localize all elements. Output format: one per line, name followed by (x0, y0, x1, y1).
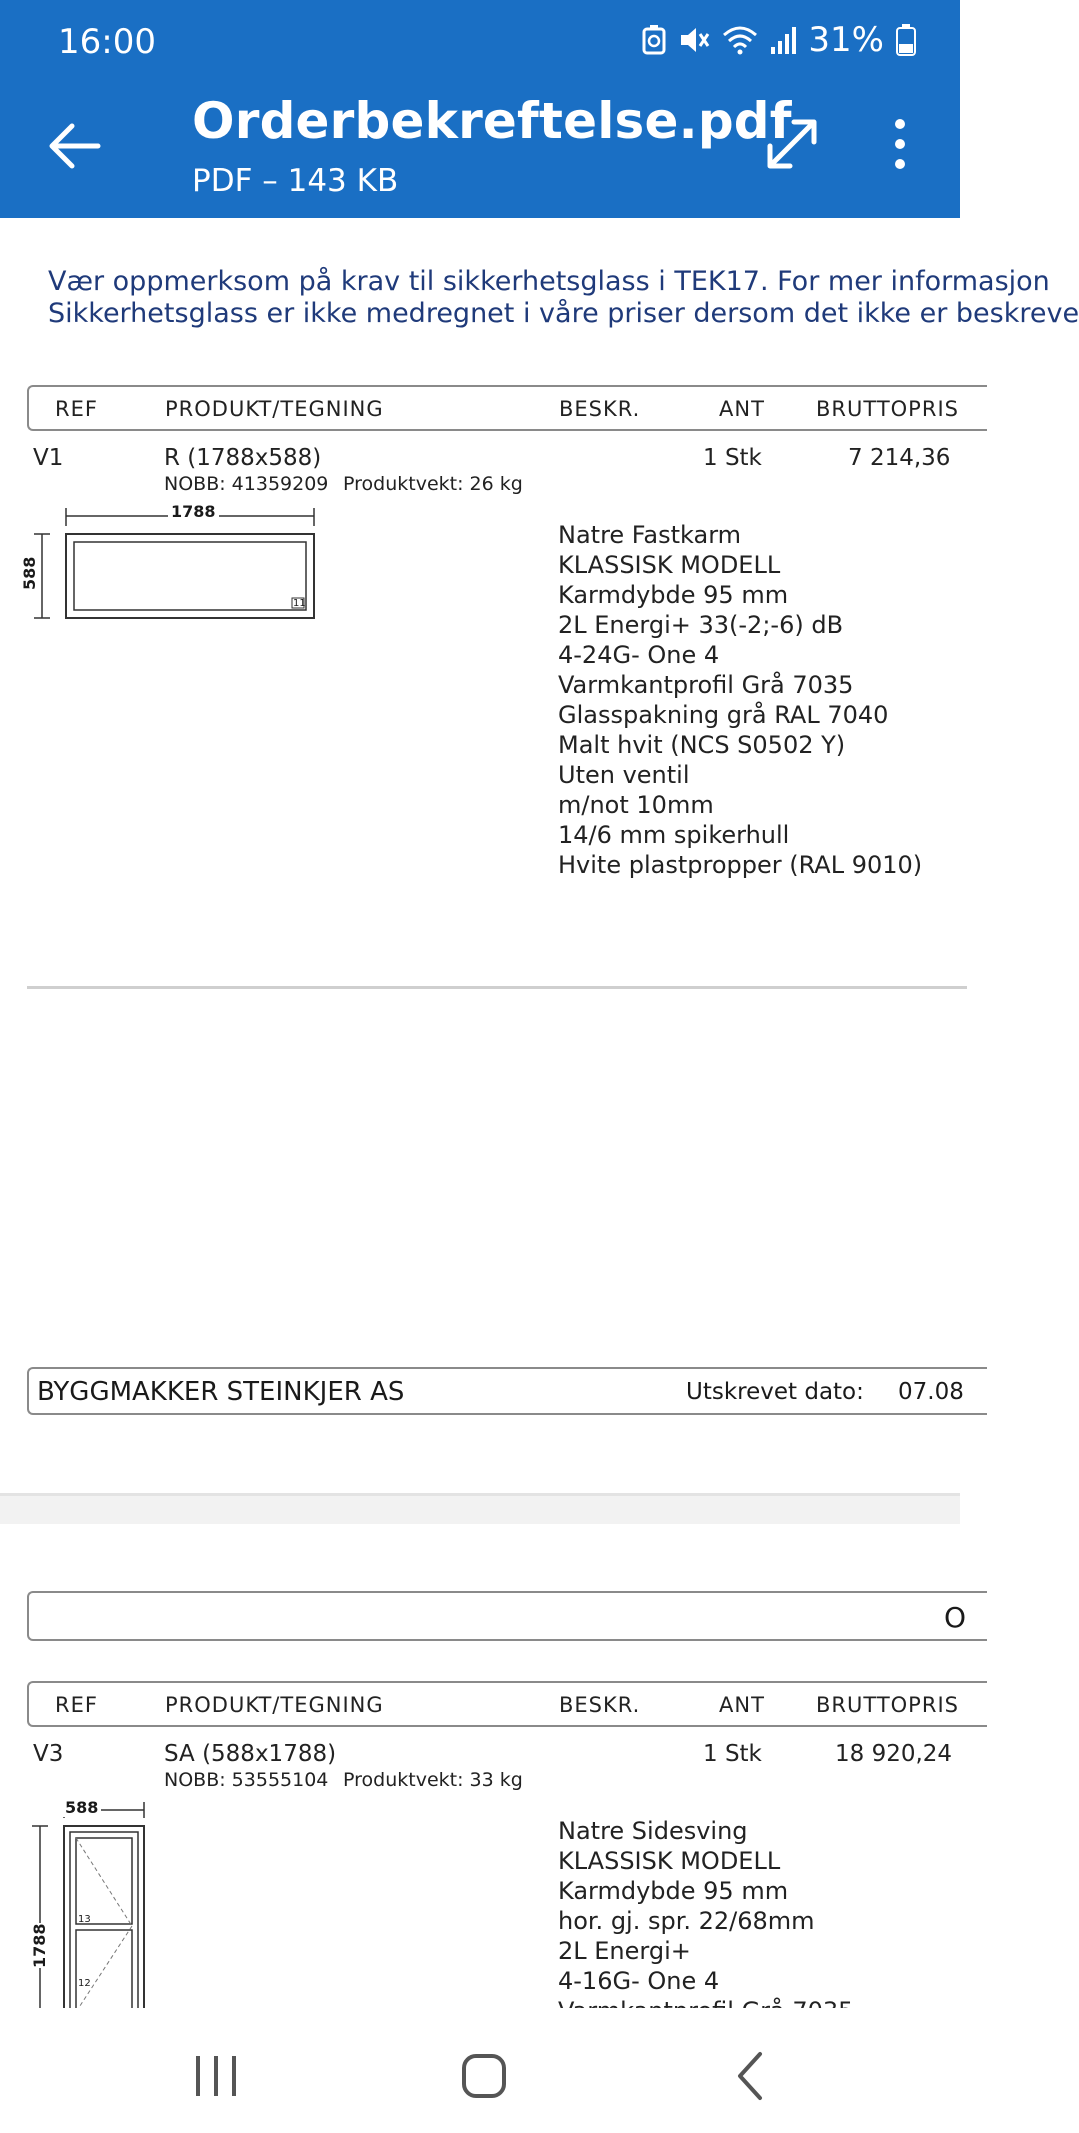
description-line: Malt hvit (NCS S0502 Y) (558, 731, 846, 759)
footer-company: BYGGMAKKER STEINKJER AS (37, 1377, 405, 1407)
column-product: PRODUKT/TEGNING (165, 397, 384, 421)
description-line: hor. gj. spr. 22/68mm (558, 1907, 815, 1935)
description-line: 14/6 mm spikerhull (558, 821, 790, 849)
battery-icon (896, 24, 916, 56)
item-weight: Produktvekt: 26 kg (343, 473, 523, 495)
description-line: Karmdybde 95 mm (558, 581, 789, 609)
document-subtitle: PDF – 143 KB (192, 163, 399, 199)
item-ref: V3 (33, 1741, 64, 1767)
footer-date-label: Utskrevet dato: (686, 1379, 864, 1405)
drawing-pane-label: 11 (293, 598, 306, 609)
description-line: Uten ventil (558, 761, 690, 789)
table-header (27, 1681, 987, 1727)
column-description: BESKR. (559, 397, 641, 421)
drawing-pane-label: 12 (78, 1978, 91, 1989)
column-price: BRUTTOPRIS (816, 397, 959, 421)
more-options-icon[interactable] (880, 114, 920, 174)
item-price: 18 920,24 (835, 1741, 953, 1767)
page-header-text: O (944, 1601, 967, 1634)
column-ref: REF (55, 1693, 98, 1717)
description-line: 2L Energi+ 33(-2;-6) dB (558, 611, 844, 639)
description-line: 4-16G- One 4 (558, 1967, 720, 1995)
column-ref: REF (55, 397, 98, 421)
item-product: SA (588x1788) (164, 1741, 337, 1767)
status-time: 16:00 (58, 22, 156, 62)
item-product: R (1788x588) (164, 445, 322, 471)
description-line: 2L Energi+ (558, 1937, 691, 1965)
expand-icon[interactable] (762, 114, 822, 174)
wifi-icon (722, 25, 758, 55)
description-line: Natre Fastkarm (558, 521, 742, 549)
notice-line-2: Sikkerhetsglass er ikke medregnet i våre priser dersom det ikke er beskreve (48, 298, 1079, 329)
item-description (558, 1816, 853, 2026)
description-line: Varmkantprofil Grå 7035 (558, 671, 854, 699)
description-line: KLASSISK MODELL (558, 551, 781, 579)
status-icons (642, 20, 916, 60)
battery-percent: 31% (808, 20, 884, 60)
notice-text (48, 266, 1079, 330)
item-quantity: 1 Stk (703, 445, 762, 471)
column-description: BESKR. (559, 1693, 641, 1717)
page-footer (27, 1367, 987, 1415)
window-drawing-side-hung (28, 1796, 158, 2012)
navigation-bar (0, 2008, 960, 2133)
item-weight: Produktvekt: 33 kg (343, 1769, 523, 1791)
column-quantity: ANT (719, 1693, 765, 1717)
footer-date-value: 07.08 (898, 1379, 964, 1405)
description-line: Karmdybde 95 mm (558, 1877, 789, 1905)
column-quantity: ANT (719, 397, 765, 421)
item-nobb: NOBB: 41359209 (164, 473, 329, 495)
description-line: Glasspakning grå RAL 7040 (558, 701, 889, 729)
back-icon[interactable] (722, 2046, 782, 2106)
document-title: Orderbekreftelse.pdf (192, 92, 792, 150)
back-arrow-icon[interactable] (44, 114, 108, 178)
item-divider (27, 986, 967, 989)
home-icon[interactable] (454, 2046, 514, 2106)
drawing-width-label: 1788 (168, 502, 219, 521)
page-separator (0, 1496, 960, 1524)
recents-icon[interactable] (186, 2046, 246, 2106)
mute-icon (678, 25, 710, 55)
description-line: m/not 10mm (558, 791, 714, 819)
column-price: BRUTTOPRIS (816, 1693, 959, 1717)
column-product: PRODUKT/TEGNING (165, 1693, 384, 1717)
notice-line-1: Vær oppmerksom på krav til sikkerhetsglass i TEK17. For mer informasjon (48, 266, 1050, 297)
battery-saver-icon (642, 25, 666, 55)
description-line: Natre Sidesving (558, 1817, 748, 1845)
drawing-pane-label: 13 (78, 1914, 91, 1925)
description-line: Hvite plastpropper (RAL 9010) (558, 851, 923, 879)
item-quantity: 1 Stk (703, 1741, 762, 1767)
drawing-width-label: 588 (62, 1798, 101, 1817)
description-line: 4-24G- One 4 (558, 641, 720, 669)
app-bar (0, 0, 960, 218)
signal-icon (770, 25, 796, 55)
item-nobb: NOBB: 53555104 (164, 1769, 329, 1791)
drawing-height-label: 1788 (30, 1923, 49, 1968)
item-price: 7 214,36 (848, 445, 951, 471)
page-header-box (27, 1591, 987, 1641)
drawing-height-label: 588 (20, 556, 39, 590)
item-description (558, 520, 922, 880)
pdf-viewer[interactable] (0, 218, 1079, 2008)
item-ref: V1 (33, 445, 64, 471)
description-line: KLASSISK MODELL (558, 1847, 781, 1875)
table-header (27, 385, 987, 431)
